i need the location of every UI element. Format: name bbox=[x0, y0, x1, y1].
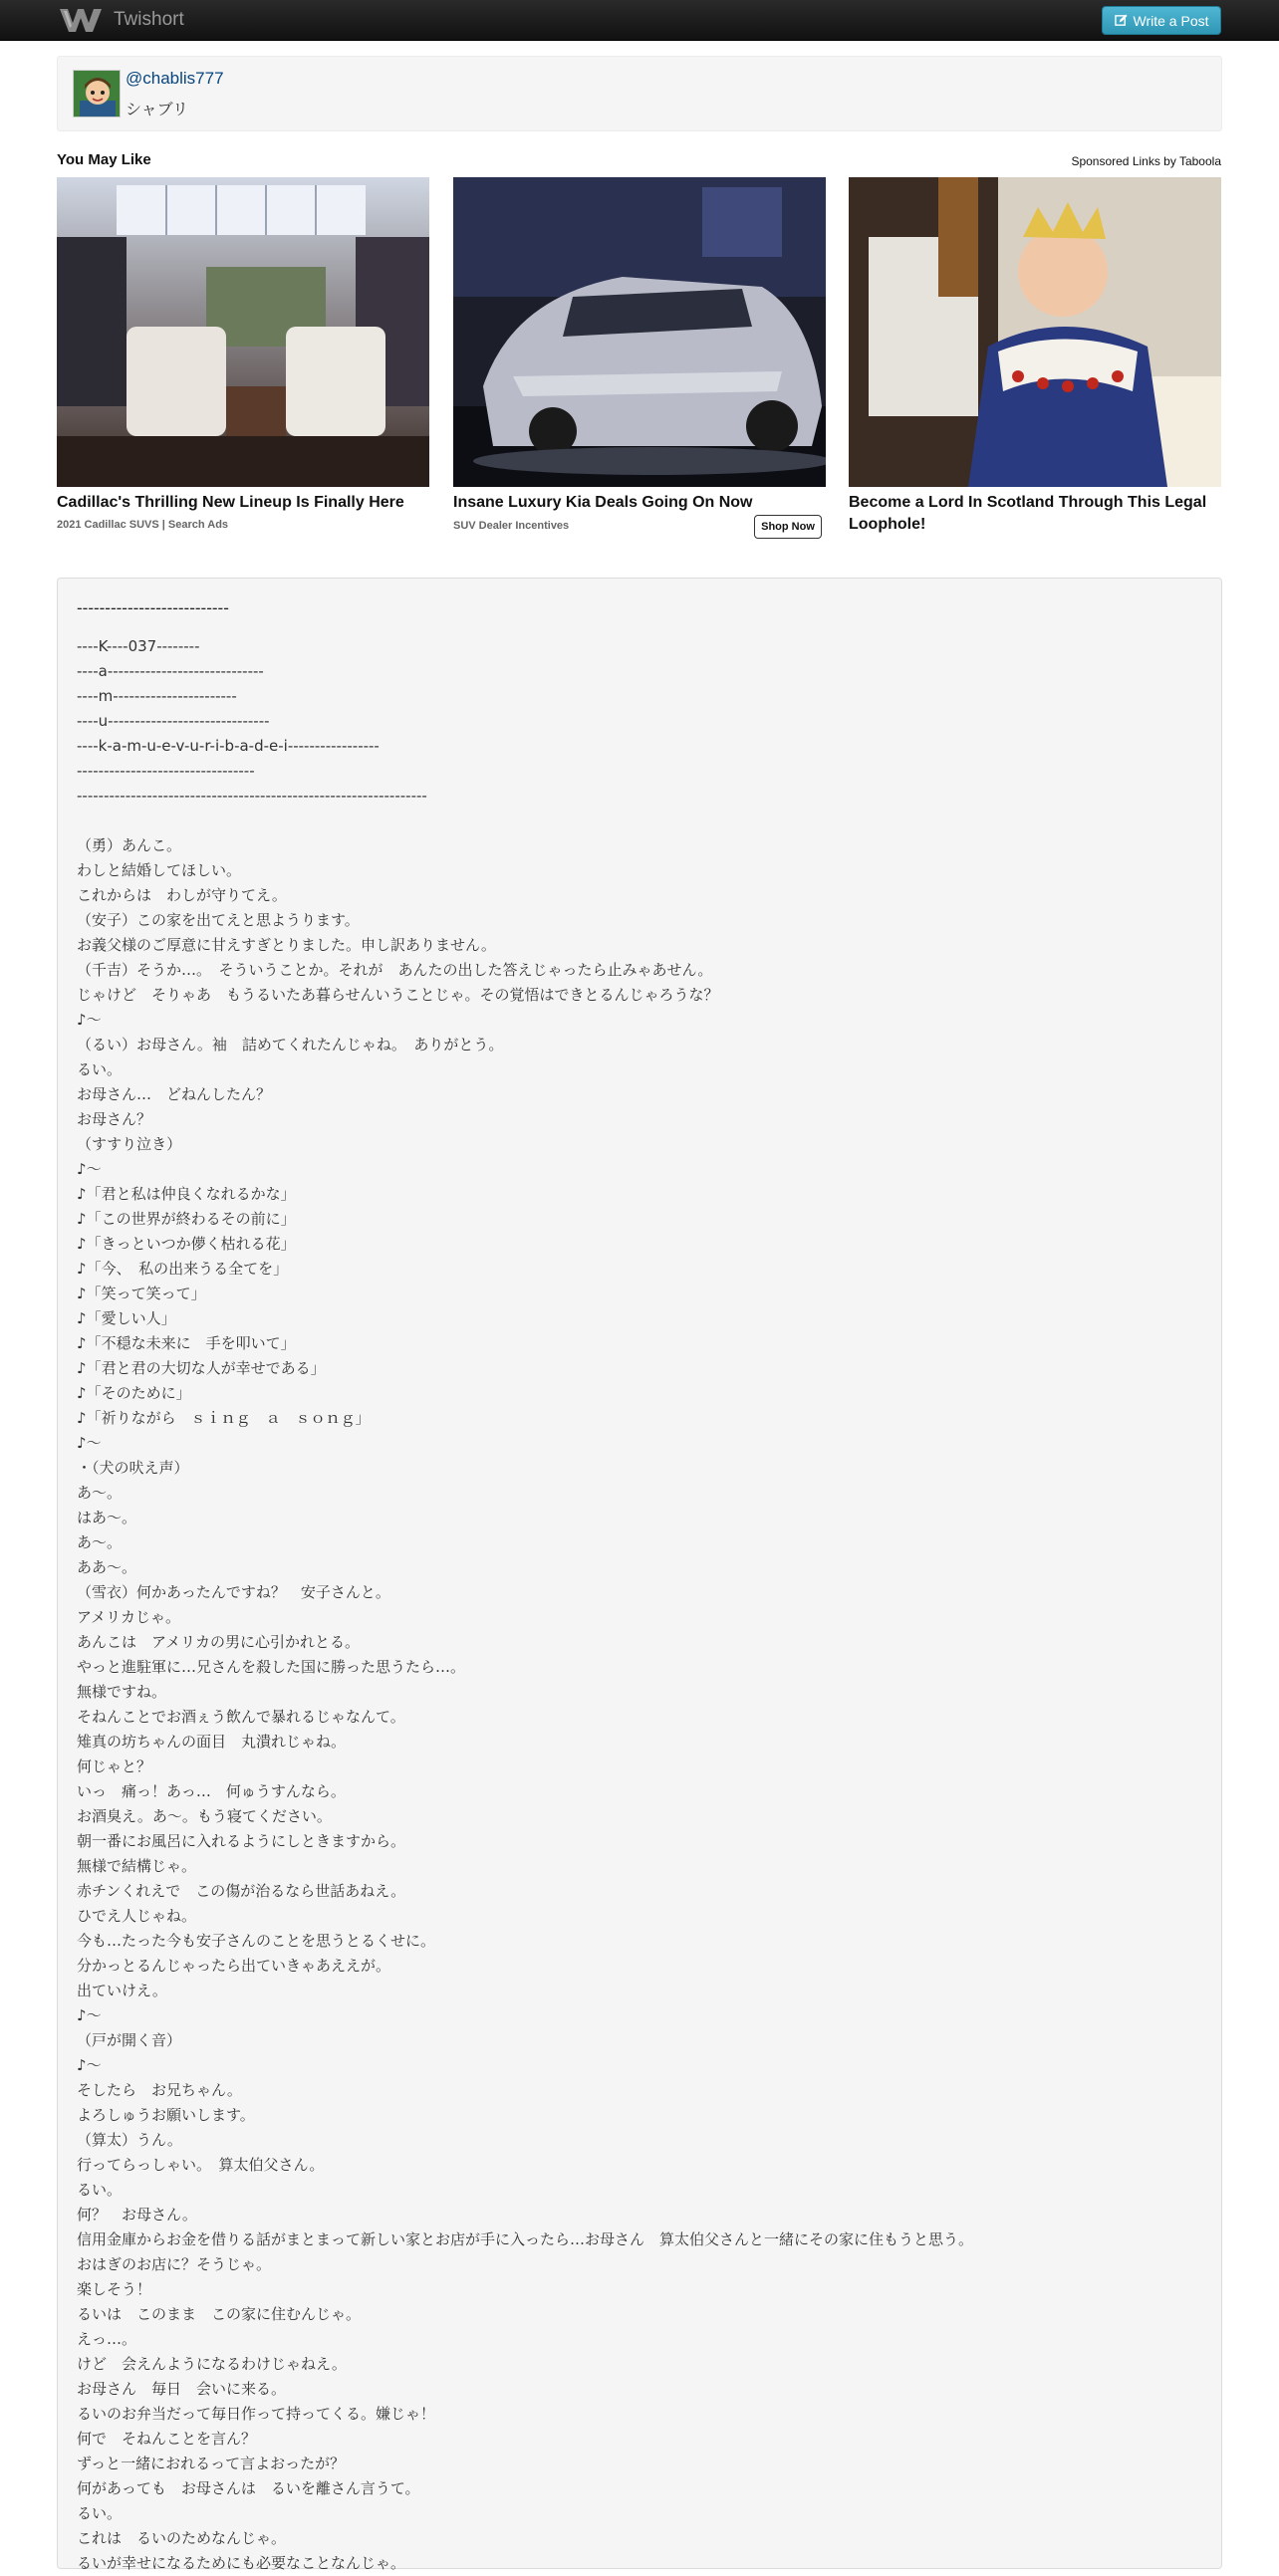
post-line: お母さん？ bbox=[77, 1110, 152, 1128]
post-line: ♪～ bbox=[77, 2006, 102, 2024]
post-line bbox=[77, 809, 1202, 833]
post-line: ♪「君と私は仲良くなれるかな」 bbox=[77, 1185, 296, 1203]
post-line: ♪～ bbox=[77, 1011, 102, 1029]
shop-now-button[interactable]: Shop Now bbox=[754, 515, 822, 539]
post-line: 赤チンくれえで この傷が治るなら世話あねえ。 bbox=[77, 1882, 406, 1900]
post-line: けど 会えんようになるわけじゃねえ。 bbox=[77, 2355, 347, 2373]
post-line: ずっと一緒におれるって言よおったが？ bbox=[77, 2455, 346, 2472]
post-body bbox=[57, 578, 1222, 2572]
post-line: ----m----------------------- bbox=[77, 687, 237, 705]
post-line: はあ～。 bbox=[77, 1509, 137, 1526]
avatar-image bbox=[74, 71, 121, 117]
post-line: （千吉）そうか…。 そういうことか。それが あんたの出した答えじゃったら止みゃあせん。 bbox=[77, 961, 713, 979]
post-line: ♪～ bbox=[77, 2056, 102, 2074]
post-line: （安子）この家を出てえと思ようります。 bbox=[77, 911, 360, 929]
post-line: 朝一番にお風呂に入れるようにしときますから。 bbox=[77, 1832, 406, 1850]
post-line: これは るいのためなんじゃ。 bbox=[77, 2529, 287, 2547]
post-line: 分かっとるんじゃったら出ていきゃあええが。 bbox=[77, 1957, 391, 1975]
brand-name: Twishort bbox=[114, 9, 184, 30]
user-handle bbox=[126, 69, 224, 89]
post-line: やっと進駐軍に…兄さんを殺した国に勝った思うたら…。 bbox=[77, 1658, 466, 1676]
post-line: 無様で結構じゃ。 bbox=[77, 1857, 197, 1875]
ad-image-lord[interactable] bbox=[849, 177, 1221, 487]
post-line: （すすり泣き） bbox=[77, 1135, 182, 1153]
post-line: これからは わしが守りてえ。 bbox=[77, 886, 287, 904]
post-line: ♪「君と君の大切な人が幸せである」 bbox=[77, 1359, 326, 1377]
post-line: ♪「そのために」 bbox=[77, 1384, 191, 1402]
post-line: 何があっても お母さんは るいを離さん言うて。 bbox=[77, 2479, 420, 2497]
post-line: ♪「不穏な未来に 手を叩いて」 bbox=[77, 1334, 296, 1352]
write-post-label: Write a Post bbox=[1133, 12, 1209, 29]
post-line: ----u------------------------------ bbox=[77, 712, 270, 730]
post-line: ♪「愛しい人」 bbox=[77, 1309, 176, 1327]
ad-image-kia[interactable] bbox=[453, 177, 826, 487]
top-navbar bbox=[0, 0, 1279, 41]
post-line: お母さん… どねんしたん？ bbox=[77, 1085, 272, 1103]
brand-link[interactable] bbox=[58, 6, 184, 34]
post-line: あ～。 bbox=[77, 1484, 123, 1502]
twishort-logo-icon bbox=[58, 6, 104, 34]
edit-icon bbox=[1115, 14, 1128, 27]
post-line: そねんことでお酒ぇう飲んで暴れるじゃなんて。 bbox=[77, 1708, 405, 1726]
post-line: るいのお弁当だって毎日作って持ってくる。嫌じゃ！ bbox=[77, 2405, 436, 2423]
post-line: ♪～ bbox=[77, 1160, 102, 1178]
post-line: そしたら お兄ちゃん。 bbox=[77, 2081, 242, 2099]
post-line: ♪「この世界が終わるその前に」 bbox=[77, 1210, 296, 1228]
ad-title[interactable]: Become a Lord In Scotland Through This Legal Loophole! bbox=[849, 494, 1207, 533]
post-line: アメリカじゃ。 bbox=[77, 1608, 180, 1626]
ad-source: 2021 Cadillac SUVS | Search Ads bbox=[57, 519, 229, 531]
avatar[interactable] bbox=[73, 70, 121, 117]
post-line: るいは このまま この家に住むんじゃ。 bbox=[77, 2305, 362, 2323]
post-line: お義父様のご厚意に甘えすぎとりました。申し訳ありません。 bbox=[77, 936, 496, 954]
post-line: えっ…。 bbox=[77, 2330, 137, 2348]
post-line: （雪衣）何かあったんですね？ 安子さんと。 bbox=[77, 1583, 390, 1601]
post-line: 無様ですね。 bbox=[77, 1683, 167, 1701]
post-line: ♪「きっといつか儚く枯れる花」 bbox=[77, 1235, 296, 1253]
you-may-like-heading: You May Like bbox=[57, 151, 151, 168]
post-line: るい。 bbox=[77, 2504, 123, 2522]
post-line: ♪「今、 私の出来うる全てを」 bbox=[77, 1260, 289, 1278]
post-line: （るい）お母さん。袖 詰めてくれたんじゃね。 ありがとう。 bbox=[77, 1036, 504, 1054]
post-line: 行ってらっしゃい。 算太伯父さん。 bbox=[77, 2156, 325, 2174]
post-line: あんこは アメリカの男に心引かれとる。 bbox=[77, 1633, 360, 1651]
post-line: 何じゃと？ bbox=[77, 1757, 152, 1775]
post-line: ひでえ人じゃね。 bbox=[77, 1907, 197, 1925]
post-line: るい。 bbox=[77, 1060, 123, 1078]
post-line: 信用金庫からお金を借りる話がまとまって新しい家とお店が手に入ったら…お母さん 算太伯父さんと一緒にその家に住もうと思う。 bbox=[77, 2230, 974, 2248]
user-display-name: シャブリ bbox=[126, 100, 189, 118]
ad-title[interactable]: Insane Luxury Kia Deals Going On Now bbox=[453, 494, 753, 511]
post-line: ああ～。 bbox=[77, 1558, 137, 1576]
post-line: あ～。 bbox=[77, 1533, 123, 1551]
user-card bbox=[57, 56, 1222, 131]
post-line: わしと結婚してほしい。 bbox=[77, 861, 242, 879]
post-line: 何で そねんことを言ん？ bbox=[77, 2430, 257, 2448]
post-line: よろしゅうお願いします。 bbox=[77, 2106, 255, 2124]
post-line: ----------------------------------------------------------------- bbox=[77, 787, 427, 805]
post-line: いっ 痛っ！あっ… 何ゅうすんなら。 bbox=[77, 1782, 346, 1800]
write-post-button[interactable] bbox=[1102, 6, 1221, 35]
post-heading: --------------------------- bbox=[77, 598, 229, 617]
post-line: 雉真の坊ちゃんの面目 丸潰れじゃね。 bbox=[77, 1733, 347, 1751]
post-line: ----K----037-------- bbox=[77, 637, 200, 655]
post-line: 出ていけえ。 bbox=[77, 1982, 167, 1999]
post-line: --------------------------------- bbox=[77, 762, 255, 780]
post-line: るい。 bbox=[77, 2181, 123, 2199]
post-line: ♪「祈りながら ｓｉｎｇ ａ ｓｏｎｇ」 bbox=[77, 1409, 371, 1427]
post-line: るいが幸せになるためにも必要なことなんじゃ。 bbox=[77, 2554, 406, 2572]
user-handle-link[interactable]: @chablis777 bbox=[126, 69, 224, 88]
ad-title[interactable]: Cadillac's Thrilling New Lineup Is Finally Here bbox=[57, 494, 404, 511]
post-line: ・（犬の吠え声） bbox=[77, 1459, 189, 1477]
post-line: お母さん 毎日 会いに来る。 bbox=[77, 2380, 287, 2398]
post-line: 何？ お母さん。 bbox=[77, 2206, 197, 2224]
post-line: じゃけど そりゃあ もうるいたあ暮らせんいうことじゃ。その覚悟はできとるんじゃろうな？ bbox=[77, 986, 719, 1004]
post-line: ♪「笑って笑って」 bbox=[77, 1285, 206, 1302]
post-text bbox=[77, 634, 1202, 2576]
post-line: ----a----------------------------- bbox=[77, 662, 264, 680]
ad-source: SUV Dealer Incentives bbox=[453, 520, 570, 532]
post-line: ----k-a-m-u-e-v-u-r-i-b-a-d-e-i----------------- bbox=[77, 737, 380, 755]
post-line: ♪～ bbox=[77, 1434, 102, 1452]
post-line: （算太）うん。 bbox=[77, 2131, 182, 2149]
post-line: 今も…たった今も安子さんのことを思うとるくせに。 bbox=[77, 1932, 436, 1950]
post-line: （勇）あんこ。 bbox=[77, 836, 182, 854]
post-line: （戸が開く音） bbox=[77, 2031, 182, 2049]
sponsored-links-label[interactable]: Sponsored Links by Taboola bbox=[1071, 154, 1221, 168]
post-line: おはぎのお店に？そうじゃ。 bbox=[77, 2255, 272, 2273]
post-line: お酒臭え。あ～。もう寝てください。 bbox=[77, 1807, 332, 1825]
post-line: 楽しそう！ bbox=[77, 2280, 152, 2298]
ad-image-cadillac[interactable] bbox=[57, 177, 429, 487]
